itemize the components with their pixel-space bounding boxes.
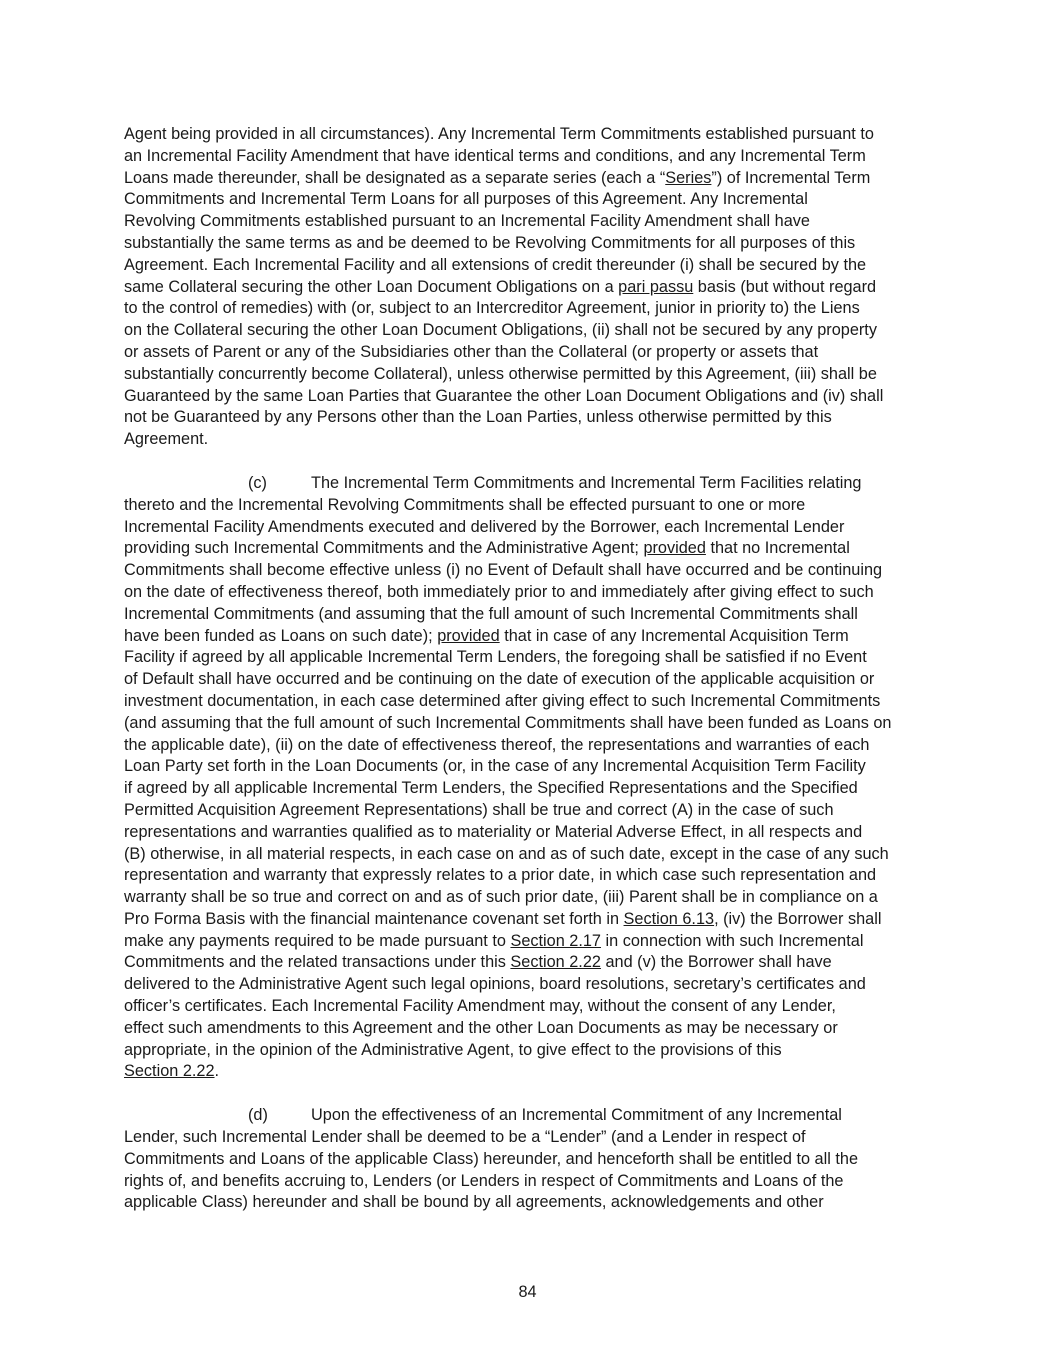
text-line: Agent being provided in all circumstances). Any Incremental Term Commitments established pursuant to [124,125,874,143]
text-line: on the Collateral securing the other Loan Document Obligations, (ii) shall not be secured by any property [124,321,877,340]
text-line: (and assuming that the full amount of such Incremental Commitments shall have been funded as Loans on [124,713,892,732]
text-line: on the date of effectiveness thereof, both immediately prior to and immediately after giving effect to such [124,582,874,601]
text-line: Permitted Acquisition Agreement Representations) shall be true and correct (A) in the case of such [124,800,834,819]
text-line: if agreed by all applicable Incremental Term Lenders, the Specified Representations and the Specified [124,779,858,798]
text-line: thereto and the Incremental Revolving Commitments shall be effected pursuant to one or more [124,495,806,514]
defined-term-series: Series [665,168,712,187]
text-line: Commitments and the related transactions under this Section 2.22 and (v) the Borrower shall have [124,953,832,972]
section-reference: Section 2.22 [510,953,601,972]
text-line: rights of, and benefits accruing to, Lenders (or Lenders in respect of Commitments and Loans of the [124,1171,844,1190]
text-line: Incremental Commitments (and assuming that the full amount of such Incremental Commitments shall [124,604,858,623]
document-body [124,124,936,1214]
text-line: representations and warranties qualified as to materiality or Material Adverse Effect, in all respects and [124,822,863,841]
term-provided: provided [437,626,500,645]
text-line: Pro Forma Basis with the financial maintenance covenant set forth in Section 6.13, (iv) the Borrower shall [124,909,882,928]
text-line: or assets of Parent or any of the Subsidiaries other than the Collateral (or property or assets that [124,342,819,361]
text-line: effect such amendments to this Agreement and the other Loan Documents as may be necessary or [124,1018,838,1037]
text-line: investment documentation, in each case determined after giving effect to such Incremental Commitments [124,691,881,710]
text-line: Loan Party set forth in the Loan Documents (or, in the case of any Incremental Acquisition Term Facility [124,757,866,776]
text-line: substantially the same terms as and be deemed to be Revolving Commitments for all purposes of this [124,233,856,252]
text-line: appropriate, in the opinion of the Administrative Agent, to give effect to the provisions of this [124,1040,782,1059]
text-line: to the control of remedies) with (or, subject to an Intercreditor Agreement, junior in priority to) the Liens [124,299,860,318]
text-line: Lender, such Incremental Lender shall be deemed to be a “Lender” (and a Lender in respect of [124,1128,806,1147]
page-number: 84 [518,1283,537,1301]
text-line: Commitments shall become effective unless (i) no Event of Default shall have occurred and be continuing [124,561,883,580]
text-line: (d) Upon the effectiveness of an Incremental Commitment of any Incremental [124,1105,936,1127]
paragraph-marker-d: (d) [248,1106,268,1125]
paragraph-b-continuation [124,124,936,451]
text-line: substantially concurrently become Collateral), unless otherwise permitted by this Agreement, (iii) shall be [124,364,877,383]
paragraph-d [124,1105,936,1214]
section-reference: Section 2.22 [124,1062,215,1081]
text-line: an Incremental Facility Amendment that have identical terms and conditions, and any Incremental Term [124,146,866,165]
text-line: officer’s certificates. Each Incremental Facility Amendment may, without the consent of any Lender, [124,997,836,1016]
paragraph-c [124,473,936,1083]
text-line: Commitments and Incremental Term Loans for all purposes of this Agreement. Any Incremental [124,190,808,209]
text-line: Loans made thereunder, shall be designated as a separate series (each a “Series”) of Incremental Term [124,168,871,187]
text-line: delivered to the Administrative Agent such legal opinions, board resolutions, secretary’s certificates and [124,975,866,994]
text-line: Agreement. Each Incremental Facility and all extensions of credit thereunder (i) shall be secured by the [124,255,867,274]
text-line: (B) otherwise, in all material respects, in each case on and as of such date, except in the case of any such [124,844,889,863]
text-line: Commitments and Loans of the applicable Class) hereunder, and henceforth shall be entitled to all the [124,1149,859,1168]
text-line: have been funded as Loans on such date); provided that in case of any Incremental Acquisition Term [124,626,849,645]
section-reference: Section 2.17 [510,931,601,950]
text-line: (c) The Incremental Term Commitments and Incremental Term Facilities relating [124,473,936,495]
text-line: Guaranteed by the same Loan Parties that Guarantee the other Loan Document Obligations and (iv) shall [124,386,884,405]
text-line: representation and warranty that expressly relates to a prior date, in which case such representation and [124,866,877,885]
text-line: applicable Class) hereunder and shall be bound by all agreements, acknowledgements and other [124,1193,824,1212]
text-line: Facility if agreed by all applicable Incremental Term Lenders, the foregoing shall be satisfied if no Event [124,648,867,667]
text-line: same Collateral securing the other Loan Document Obligations on a pari passu basis (but without regard [124,277,877,296]
text-line: providing such Incremental Commitments and the Administrative Agent; provided that no Incremental [124,539,850,558]
term-provided: provided [643,539,706,558]
text-line: of Default shall have occurred and be continuing on the date of execution of the applicable acquisition or [124,670,875,689]
text-line: make any payments required to be made pursuant to Section 2.17 in connection with such Incremental [124,931,864,950]
text-line: warranty shall be so true and correct on and as of such prior date, (iii) Parent shall be in compliance on a [124,888,878,907]
term-pari-passu: pari passu [618,277,694,296]
text-line: Revolving Commitments established pursuant to an Incremental Facility Amendment shall have [124,212,810,231]
text-line: Agreement. [124,430,209,449]
paragraph-marker-c: (c) [248,473,267,492]
text-line: the applicable date), (ii) on the date of effectiveness thereof, the representations and warranties of each [124,735,870,754]
text-line: not be Guaranteed by any Persons other than the Loan Parties, unless otherwise permitted by this [124,408,832,427]
text-line: Section 2.22. [124,1062,220,1081]
text-line: Incremental Facility Amendments executed and delivered by the Borrower, each Incremental Lender [124,517,845,536]
section-reference: Section 6.13 [623,909,715,928]
